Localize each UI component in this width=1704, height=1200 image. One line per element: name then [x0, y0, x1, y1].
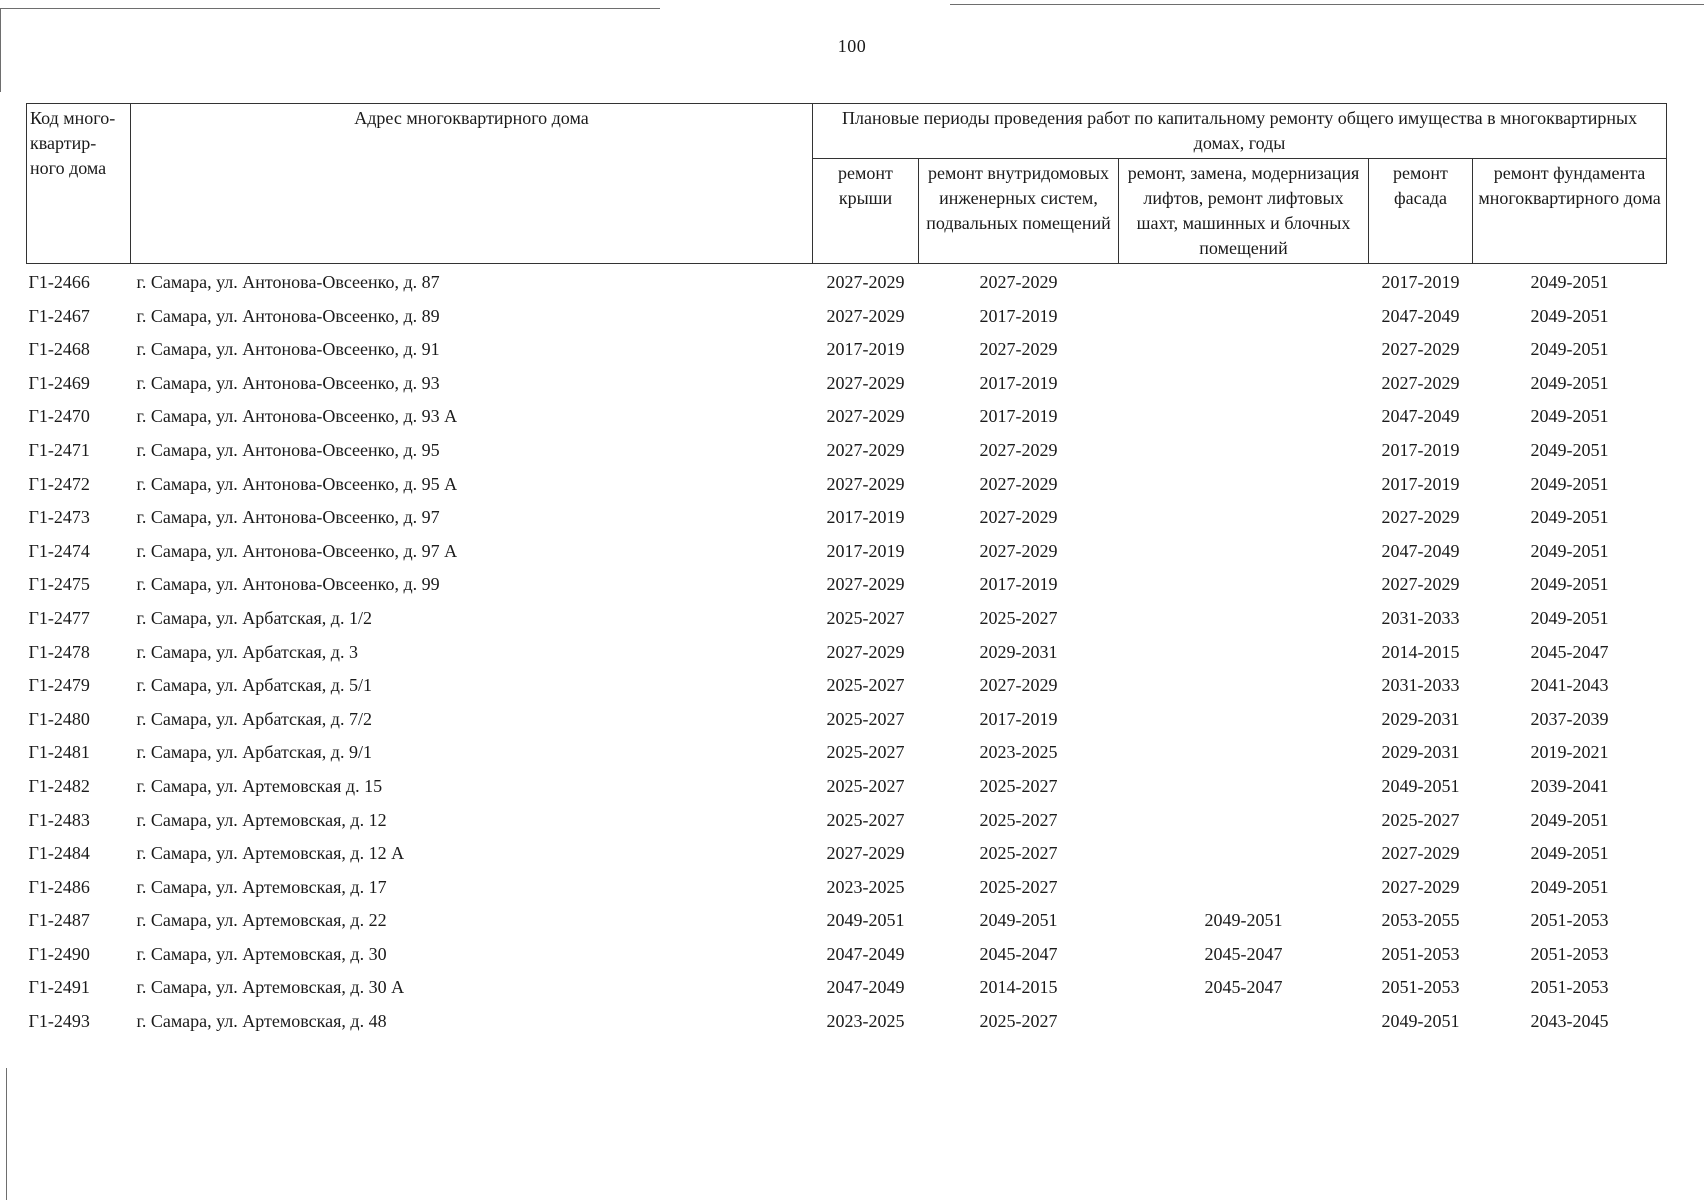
cell-address: г. Самара, ул. Антонова-Овсеенко, д. 95	[136, 439, 440, 460]
cell-foundation: 2049-2051	[1530, 272, 1609, 292]
cell-code: Г1-2491	[28, 977, 90, 998]
cell-foundation: 2039-2041	[1530, 775, 1609, 796]
cell-foundation: 2049-2051	[1530, 372, 1609, 393]
cell-facade: 2029-2031	[1381, 708, 1460, 729]
table-row	[27, 843, 1667, 877]
cell-roof: 2023-2025	[826, 1011, 905, 1032]
table-row	[27, 877, 1667, 911]
table-row	[27, 1011, 1667, 1045]
table-row	[27, 440, 1667, 474]
table-row	[27, 776, 1667, 810]
cell-roof: 2017-2019	[826, 540, 905, 561]
cell-address: г. Самара, ул. Артемовская, д. 48	[136, 1011, 387, 1032]
cell-foundation: 2051-2053	[1530, 943, 1609, 964]
cell-foundation: 2049-2051	[1530, 843, 1609, 864]
scan-edge-top-right	[950, 4, 1704, 5]
cell-foundation: 2049-2051	[1530, 574, 1609, 595]
table-row	[27, 742, 1667, 776]
table-row	[27, 642, 1667, 676]
cell-elevators: 2049-2051	[1204, 910, 1283, 931]
cell-systems: 2017-2019	[979, 708, 1058, 729]
cell-address: г. Самара, ул. Артемовская, д. 17	[136, 876, 387, 897]
cell-address: г. Самара, ул. Артемовская, д. 30 А	[136, 977, 405, 998]
header-address: Адрес многоквартирного дома	[131, 104, 813, 264]
cell-address: г. Самара, ул. Арбатская, д. 9/1	[136, 742, 372, 763]
cell-roof: 2027-2029	[826, 305, 905, 326]
cell-address: г. Самара, ул. Антонова-Овсеенко, д. 95 А	[136, 473, 458, 494]
cell-foundation: 2041-2043	[1530, 675, 1609, 696]
cell-code: Г1-2479	[28, 675, 90, 696]
cell-facade: 2031-2033	[1381, 675, 1460, 696]
cell-facade: 2017-2019	[1381, 473, 1460, 494]
cell-facade: 2047-2049	[1381, 305, 1460, 326]
cell-address: г. Самара, ул. Арбатская, д. 1/2	[136, 607, 372, 628]
cell-roof: 2025-2027	[826, 775, 905, 796]
cell-systems: 2027-2029	[979, 507, 1058, 528]
cell-roof: 2027-2029	[826, 843, 905, 864]
table-row	[27, 373, 1667, 407]
header-elevators: ремонт, замена, модернизация лифтов, ремонт лифтовых шахт, машинных и блочных помещений	[1119, 159, 1369, 264]
cell-systems: 2025-2027	[979, 775, 1058, 796]
table-row	[27, 507, 1667, 541]
table-row	[27, 474, 1667, 508]
cell-address: г. Самара, ул. Антонова-Овсеенко, д. 91	[136, 339, 440, 360]
cell-code: Г1-2477	[28, 607, 90, 628]
cell-roof: 2047-2049	[826, 943, 905, 964]
cell-facade: 2017-2019	[1381, 439, 1460, 460]
cell-facade: 2027-2029	[1381, 372, 1460, 393]
cell-facade: 2027-2029	[1381, 876, 1460, 897]
table-row	[27, 306, 1667, 340]
cell-address: г. Самара, ул. Арбатская, д. 3	[136, 641, 358, 662]
cell-roof: 2025-2027	[826, 708, 905, 729]
cell-foundation: 2019-2021	[1530, 742, 1609, 763]
cell-elevators	[1119, 306, 1369, 340]
cell-address: г. Самара, ул. Арбатская, д. 5/1	[136, 675, 372, 696]
cell-code: Г1-2474	[28, 540, 90, 561]
cell-code: Г1-2468	[28, 339, 90, 360]
cell-code: Г1-2471	[28, 439, 90, 460]
cell-roof: 2027-2029	[826, 372, 905, 393]
cell-elevators	[1119, 474, 1369, 508]
cell-systems: 2023-2025	[979, 742, 1058, 763]
cell-address: г. Самара, ул. Артемовская, д. 30	[136, 943, 387, 964]
cell-address: г. Самара, ул. Артемовская, д. 22	[136, 910, 387, 931]
table-row	[27, 339, 1667, 373]
cell-elevators	[1119, 742, 1369, 776]
cell-facade: 2031-2033	[1381, 607, 1460, 628]
cell-foundation: 2051-2053	[1530, 910, 1609, 931]
capital-repair-schedule-table	[26, 103, 1667, 1045]
cell-address: г. Самара, ул. Антонова-Овсеенко, д. 99	[136, 574, 440, 595]
cell-elevators	[1119, 675, 1369, 709]
cell-code: Г1-2478	[28, 641, 90, 662]
cell-code: Г1-2475	[28, 574, 90, 595]
cell-facade: 2029-2031	[1381, 742, 1460, 763]
page-number: 100	[837, 36, 867, 56]
cell-code: Г1-2469	[28, 372, 90, 393]
cell-systems: 2025-2027	[979, 843, 1058, 864]
cell-address: г. Самара, ул. Антонова-Овсеенко, д. 97	[136, 507, 440, 528]
cell-code: Г1-2481	[28, 742, 90, 763]
cell-systems: 2027-2029	[979, 439, 1058, 460]
cell-foundation: 2049-2051	[1530, 473, 1609, 494]
cell-systems: 2025-2027	[979, 1011, 1058, 1032]
cell-elevators	[1119, 339, 1369, 373]
cell-systems: 2017-2019	[979, 305, 1058, 326]
cell-facade: 2027-2029	[1381, 507, 1460, 528]
scan-edge-top-left	[0, 8, 660, 9]
table-row	[27, 574, 1667, 608]
header-code: Код много-квартир-ного дома	[27, 104, 131, 264]
table-body	[27, 264, 1667, 1045]
cell-address: г. Самара, ул. Антонова-Овсеенко, д. 87	[136, 272, 440, 292]
cell-facade: 2027-2029	[1381, 339, 1460, 360]
cell-elevators	[1119, 810, 1369, 844]
cell-roof: 2027-2029	[826, 272, 905, 292]
cell-foundation: 2049-2051	[1530, 809, 1609, 830]
cell-foundation: 2049-2051	[1530, 406, 1609, 427]
cell-roof: 2047-2049	[826, 977, 905, 998]
cell-code: Г1-2473	[28, 507, 90, 528]
cell-roof: 2017-2019	[826, 507, 905, 528]
cell-roof: 2027-2029	[826, 641, 905, 662]
cell-foundation: 2049-2051	[1530, 305, 1609, 326]
cell-foundation: 2045-2047	[1530, 641, 1609, 662]
cell-roof: 2049-2051	[826, 910, 905, 931]
cell-roof: 2025-2027	[826, 809, 905, 830]
cell-code: Г1-2472	[28, 473, 90, 494]
cell-systems: 2017-2019	[979, 406, 1058, 427]
cell-address: г. Самара, ул. Антонова-Овсеенко, д. 89	[136, 305, 440, 326]
table-row	[27, 264, 1667, 306]
cell-systems: 2027-2029	[979, 540, 1058, 561]
cell-facade: 2053-2055	[1381, 910, 1460, 931]
cell-code: Г1-2490	[28, 943, 90, 964]
cell-facade: 2051-2053	[1381, 943, 1460, 964]
cell-systems: 2049-2051	[979, 910, 1058, 931]
cell-elevators: 2045-2047	[1204, 977, 1283, 998]
cell-address: г. Самара, ул. Антонова-Овсеенко, д. 93	[136, 372, 440, 393]
header-periods: Плановые периоды проведения работ по капитальному ремонту общего имущества в многоквартирных домах, годы	[813, 104, 1667, 159]
cell-roof: 2017-2019	[826, 339, 905, 360]
cell-systems: 2027-2029	[979, 675, 1058, 696]
cell-systems: 2027-2029	[979, 272, 1058, 292]
cell-foundation: 2049-2051	[1530, 439, 1609, 460]
cell-facade: 2025-2027	[1381, 809, 1460, 830]
cell-facade: 2049-2051	[1381, 775, 1460, 796]
cell-code: Г1-2493	[28, 1011, 90, 1032]
cell-foundation: 2049-2051	[1530, 540, 1609, 561]
table-row	[27, 810, 1667, 844]
cell-foundation: 2051-2053	[1530, 977, 1609, 998]
cell-systems: 2045-2047	[979, 943, 1058, 964]
cell-facade: 2047-2049	[1381, 540, 1460, 561]
cell-roof: 2027-2029	[826, 439, 905, 460]
cell-roof: 2027-2029	[826, 406, 905, 427]
header-roof: ремонт крыши	[813, 159, 919, 264]
cell-address: г. Самара, ул. Антонова-Овсеенко, д. 97 А	[136, 540, 458, 561]
cell-elevators	[1119, 709, 1369, 743]
table-row	[27, 541, 1667, 575]
cell-systems: 2027-2029	[979, 339, 1058, 360]
cell-systems: 2029-2031	[979, 641, 1058, 662]
cell-code: Г1-2486	[28, 876, 90, 897]
cell-facade: 2051-2053	[1381, 977, 1460, 998]
header-foundation: ремонт фундамента многоквартирного дома	[1473, 159, 1667, 264]
cell-elevators	[1119, 507, 1369, 541]
cell-roof: 2023-2025	[826, 876, 905, 897]
cell-elevators	[1119, 264, 1369, 306]
cell-address: г. Самара, ул. Антонова-Овсеенко, д. 93 А	[136, 406, 458, 427]
cell-roof: 2025-2027	[826, 607, 905, 628]
cell-elevators	[1119, 776, 1369, 810]
cell-systems: 2025-2027	[979, 876, 1058, 897]
cell-elevators	[1119, 608, 1369, 642]
cell-roof: 2027-2029	[826, 473, 905, 494]
cell-elevators	[1119, 642, 1369, 676]
cell-elevators	[1119, 373, 1369, 407]
cell-foundation: 2049-2051	[1530, 876, 1609, 897]
scan-edge-left-lower	[6, 1068, 7, 1200]
cell-foundation: 2043-2045	[1530, 1011, 1609, 1032]
table-row	[27, 406, 1667, 440]
cell-elevators	[1119, 541, 1369, 575]
cell-code: Г1-2483	[28, 809, 90, 830]
cell-elevators	[1119, 440, 1369, 474]
table-row	[27, 944, 1667, 978]
table-row	[27, 675, 1667, 709]
cell-address: г. Самара, ул. Арбатская, д. 7/2	[136, 708, 372, 729]
cell-code: Г1-2482	[28, 775, 90, 796]
cell-foundation: 2049-2051	[1530, 507, 1609, 528]
cell-foundation: 2049-2051	[1530, 607, 1609, 628]
cell-elevators	[1119, 877, 1369, 911]
header-systems: ремонт внутридомовых инженерных систем, подвальных помещений	[919, 159, 1119, 264]
cell-facade: 2017-2019	[1381, 272, 1460, 292]
header-facade: ремонт фасада	[1369, 159, 1473, 264]
cell-foundation: 2037-2039	[1530, 708, 1609, 729]
table-header	[27, 104, 1667, 264]
cell-code: Г1-2484	[28, 843, 90, 864]
cell-address: г. Самара, ул. Артемовская, д. 12	[136, 809, 387, 830]
cell-facade: 2027-2029	[1381, 574, 1460, 595]
cell-systems: 2014-2015	[979, 977, 1058, 998]
cell-systems: 2025-2027	[979, 809, 1058, 830]
cell-code: Г1-2470	[28, 406, 90, 427]
cell-facade: 2014-2015	[1381, 641, 1460, 662]
cell-foundation: 2049-2051	[1530, 339, 1609, 360]
cell-roof: 2027-2029	[826, 574, 905, 595]
table-row	[27, 977, 1667, 1011]
cell-elevators	[1119, 574, 1369, 608]
cell-systems: 2025-2027	[979, 607, 1058, 628]
cell-systems: 2017-2019	[979, 372, 1058, 393]
table-row	[27, 709, 1667, 743]
cell-code: Г1-2467	[28, 305, 90, 326]
cell-facade: 2047-2049	[1381, 406, 1460, 427]
cell-facade: 2027-2029	[1381, 843, 1460, 864]
table-row	[27, 910, 1667, 944]
cell-elevators	[1119, 1011, 1369, 1045]
cell-elevators	[1119, 406, 1369, 440]
cell-elevators	[1119, 843, 1369, 877]
cell-roof: 2025-2027	[826, 675, 905, 696]
table-row	[27, 608, 1667, 642]
cell-code: Г1-2466	[28, 272, 90, 292]
cell-code: Г1-2487	[28, 910, 90, 931]
cell-systems: 2027-2029	[979, 473, 1058, 494]
cell-address: г. Самара, ул. Артемовская д. 15	[136, 775, 383, 796]
cell-code: Г1-2480	[28, 708, 90, 729]
cell-elevators: 2045-2047	[1204, 943, 1283, 964]
cell-systems: 2017-2019	[979, 574, 1058, 595]
cell-facade: 2049-2051	[1381, 1011, 1460, 1032]
cell-address: г. Самара, ул. Артемовская, д. 12 А	[136, 843, 405, 864]
cell-roof: 2025-2027	[826, 742, 905, 763]
